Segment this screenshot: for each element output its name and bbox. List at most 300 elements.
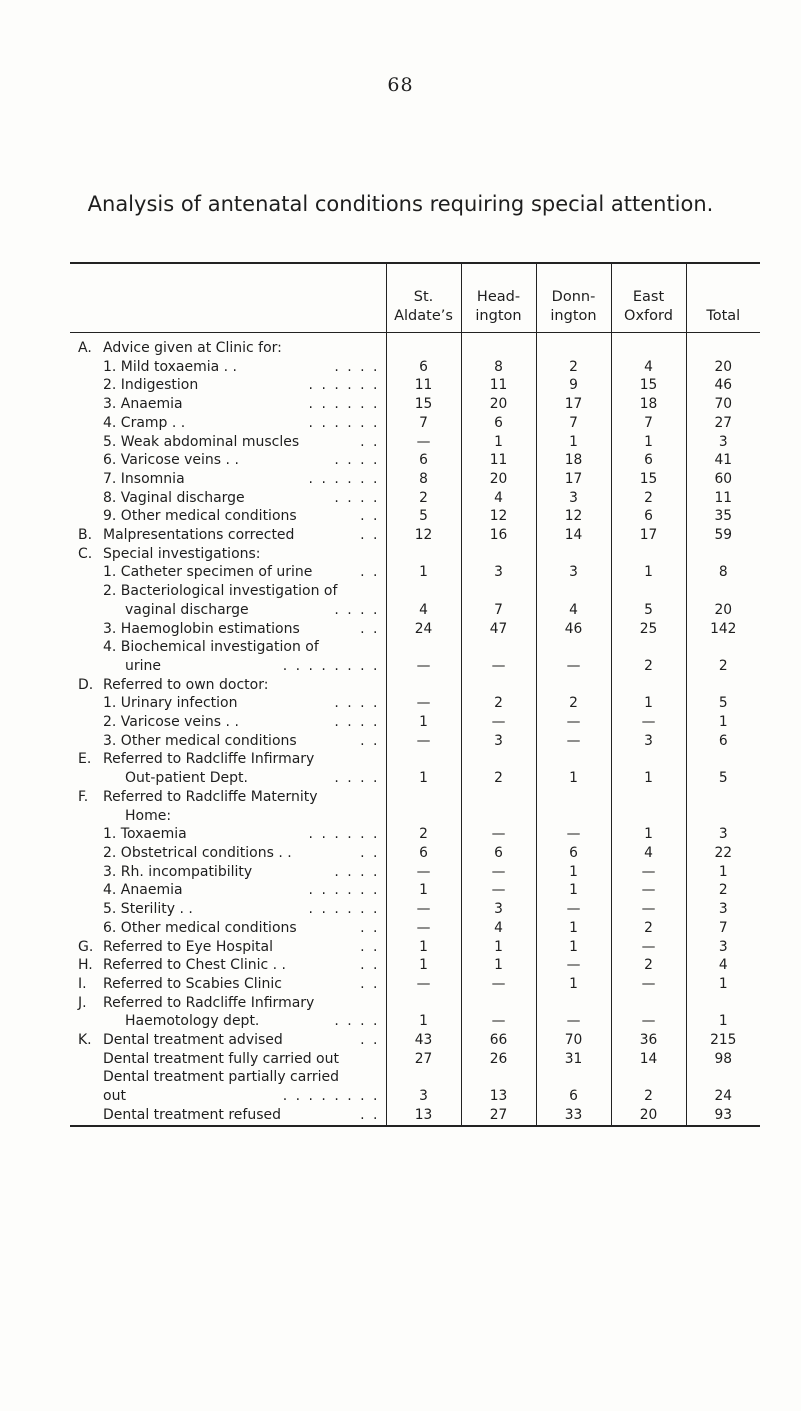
cell-east-oxford: 1 [611, 563, 686, 582]
cell-st-aldates: 1 [386, 938, 461, 957]
cell-donnington [536, 545, 611, 564]
cell-donnington: — [536, 956, 611, 975]
cell-donnington: 4 [536, 601, 611, 620]
cell-east-oxford: 2 [611, 956, 686, 975]
row-label [70, 470, 386, 489]
condition-text: 8. Vaginal discharge [103, 489, 245, 506]
cell-donnington: 1 [536, 769, 611, 788]
condition-text: Referred to Radcliffe Infirmary [103, 751, 315, 768]
leader-dots: . . [360, 938, 380, 955]
table-row [70, 844, 760, 863]
section-letter: B. [78, 527, 93, 544]
table-row [70, 638, 760, 657]
cell-headington [461, 582, 536, 601]
cell-donnington: 1 [536, 938, 611, 957]
cell-headington: 8 [461, 358, 536, 377]
cell-st-aldates: — [386, 900, 461, 919]
cell-headington: 2 [461, 769, 536, 788]
cell-st-aldates: — [386, 732, 461, 751]
row-label [70, 638, 386, 657]
cell-total: 3 [686, 938, 760, 957]
header-condition [70, 264, 386, 333]
cell-st-aldates: — [386, 657, 461, 676]
cell-total: 20 [686, 358, 760, 377]
leader-dots: . . . . [334, 770, 380, 787]
header-st-aldates: St. Aldate’s [386, 264, 461, 333]
condition-text: urine [125, 657, 162, 674]
leader-dots: . . . . . . [308, 901, 380, 918]
cell-headington: 20 [461, 395, 536, 414]
cell-st-aldates: 27 [386, 1050, 461, 1069]
cell-east-oxford: 15 [611, 470, 686, 489]
table-row [70, 470, 760, 489]
cell-east-oxford [611, 994, 686, 1013]
condition-text: out [103, 1088, 126, 1105]
section-letter: J. [78, 994, 87, 1011]
row-label [70, 333, 386, 358]
row-label [70, 545, 386, 564]
leader-dots: . . . . . . [308, 826, 380, 843]
cell-st-aldates: 11 [386, 376, 461, 395]
cell-total: 3 [686, 825, 760, 844]
cell-east-oxford [611, 750, 686, 769]
table-row [70, 526, 760, 545]
section-letter: E. [78, 751, 92, 768]
condition-text: Dental treatment refused [103, 1106, 282, 1123]
page-number: 68 [387, 74, 414, 96]
cell-headington: — [461, 881, 536, 900]
section-letter: H. [78, 957, 93, 974]
condition-text: 1. Catheter specimen of urine [103, 564, 313, 581]
row-label [70, 713, 386, 732]
cell-headington: 12 [461, 507, 536, 526]
leader-dots: . . . . . . [308, 377, 380, 394]
cell-donnington [536, 788, 611, 807]
condition-text: Advice given at Clinic for: [103, 340, 282, 356]
condition-text: Dental treatment partially carried [103, 1069, 339, 1086]
cell-st-aldates: — [386, 433, 461, 452]
leader-dots: . . . . [334, 601, 380, 618]
cell-total: 11 [686, 489, 760, 508]
table-row [70, 807, 760, 826]
condition-text: vaginal discharge [125, 601, 249, 618]
leader-dots: . . . . . . . . [282, 1088, 380, 1105]
row-label [70, 582, 386, 601]
condition-text: 1. Urinary infection [103, 695, 238, 712]
cell-donnington: — [536, 1012, 611, 1031]
condition-text: Dental treatment advised [103, 1032, 283, 1049]
cell-st-aldates: 3 [386, 1087, 461, 1106]
cell-st-aldates: — [386, 863, 461, 882]
table-row [70, 769, 760, 788]
leader-dots: . . . . [334, 863, 380, 880]
cell-total: 4 [686, 956, 760, 975]
cell-total: 22 [686, 844, 760, 863]
condition-text: 4. Cramp . . [103, 414, 186, 431]
table-row [70, 750, 760, 769]
leader-dots: . . [360, 1032, 380, 1049]
cell-headington: — [461, 975, 536, 994]
cell-donnington: 6 [536, 1087, 611, 1106]
condition-text: Home: [125, 807, 172, 824]
leader-dots: . . [360, 844, 380, 861]
cell-total [686, 333, 760, 358]
row-label [70, 732, 386, 751]
cell-headington: — [461, 713, 536, 732]
table-row [70, 601, 760, 620]
cell-total: 7 [686, 919, 760, 938]
table-row [70, 975, 760, 994]
condition-text: Dental treatment fully carried out [103, 1050, 339, 1067]
cell-headington: 11 [461, 451, 536, 470]
cell-st-aldates: 1 [386, 881, 461, 900]
row-label [70, 975, 386, 994]
condition-text: 4. Anaemia [103, 882, 183, 899]
antenatal-conditions-table-wrapper [70, 262, 760, 1127]
condition-text: 9. Other medical conditions [103, 508, 297, 525]
row-label [70, 526, 386, 545]
cell-east-oxford: 17 [611, 526, 686, 545]
cell-total: 1 [686, 975, 760, 994]
cell-headington: 3 [461, 900, 536, 919]
cell-donnington: 3 [536, 563, 611, 582]
table-row [70, 582, 760, 601]
condition-text: Referred to own doctor: [103, 676, 269, 693]
cell-east-oxford: 15 [611, 376, 686, 395]
leader-dots: . . [360, 957, 380, 974]
row-label [70, 376, 386, 395]
row-label [70, 938, 386, 957]
cell-east-oxford [611, 676, 686, 695]
leader-dots: . . [360, 433, 380, 450]
cell-east-oxford: 18 [611, 395, 686, 414]
condition-text: 7. Insomnia [103, 470, 185, 487]
table-body [70, 333, 760, 1125]
cell-headington: 6 [461, 844, 536, 863]
cell-east-oxford [611, 333, 686, 358]
cell-headington: 3 [461, 732, 536, 751]
condition-text: Referred to Radcliffe Maternity [103, 788, 318, 805]
condition-text: Referred to Chest Clinic . . [103, 957, 286, 974]
table-row [70, 732, 760, 751]
cell-total: 59 [686, 526, 760, 545]
cell-donnington: 6 [536, 844, 611, 863]
leader-dots: . . [360, 919, 380, 936]
cell-headington: — [461, 1012, 536, 1031]
cell-total: 41 [686, 451, 760, 470]
table-row [70, 433, 760, 452]
cell-total: 215 [686, 1031, 760, 1050]
leader-dots: . . . . [334, 714, 380, 731]
leader-dots: . . [360, 508, 380, 525]
cell-headington: — [461, 657, 536, 676]
cell-donnington: 2 [536, 358, 611, 377]
cell-total: 60 [686, 470, 760, 489]
table-row [70, 881, 760, 900]
cell-donnington [536, 582, 611, 601]
cell-donnington [536, 750, 611, 769]
cell-donnington: 1 [536, 433, 611, 452]
cell-total [686, 807, 760, 826]
condition-text: 2. Obstetrical conditions . . [103, 844, 292, 861]
cell-donnington: 70 [536, 1031, 611, 1050]
condition-text: Referred to Radcliffe Infirmary [103, 994, 315, 1011]
leader-dots: . . [360, 732, 380, 749]
cell-total: 1 [686, 1012, 760, 1031]
condition-text: 6. Other medical conditions [103, 919, 297, 936]
cell-total: 93 [686, 1106, 760, 1125]
cell-east-oxford: 7 [611, 414, 686, 433]
table-row [70, 1087, 760, 1106]
cell-east-oxford: 2 [611, 657, 686, 676]
header-total: Total [686, 264, 760, 333]
cell-headington [461, 676, 536, 695]
cell-total: 5 [686, 694, 760, 713]
cell-headington: 7 [461, 601, 536, 620]
antenatal-conditions-table [70, 264, 760, 1125]
row-label [70, 676, 386, 695]
cell-st-aldates [386, 807, 461, 826]
table-row [70, 333, 760, 358]
row-label [70, 1087, 386, 1106]
condition-text: Referred to Eye Hospital [103, 938, 273, 955]
row-label [70, 863, 386, 882]
row-label [70, 1050, 386, 1069]
cell-east-oxford: 4 [611, 358, 686, 377]
cell-donnington: 46 [536, 620, 611, 639]
condition-text: 6. Varicose veins . . [103, 452, 239, 469]
cell-total: 5 [686, 769, 760, 788]
cell-total: 6 [686, 732, 760, 751]
cell-st-aldates: 24 [386, 620, 461, 639]
cell-donnington: 2 [536, 694, 611, 713]
cell-st-aldates: 43 [386, 1031, 461, 1050]
table-row [70, 694, 760, 713]
cell-east-oxford: 36 [611, 1031, 686, 1050]
table-row [70, 900, 760, 919]
cell-st-aldates: — [386, 975, 461, 994]
condition-text: Special investigations: [103, 545, 261, 562]
cell-donnington: 1 [536, 863, 611, 882]
cell-headington: 1 [461, 433, 536, 452]
section-letter: D. [78, 676, 94, 693]
cell-st-aldates: 12 [386, 526, 461, 545]
table-row [70, 395, 760, 414]
leader-dots: . . . . [334, 695, 380, 712]
cell-total [686, 1068, 760, 1087]
cell-headington: 13 [461, 1087, 536, 1106]
cell-total [686, 994, 760, 1013]
cell-east-oxford: — [611, 1012, 686, 1031]
section-letter: A. [78, 340, 92, 356]
cell-donnington: 1 [536, 881, 611, 900]
leader-dots: . . . . . . [308, 470, 380, 487]
cell-st-aldates: — [386, 694, 461, 713]
cell-st-aldates: 6 [386, 844, 461, 863]
cell-st-aldates [386, 638, 461, 657]
cell-headington: 27 [461, 1106, 536, 1125]
cell-donnington: — [536, 825, 611, 844]
cell-donnington: 33 [536, 1106, 611, 1125]
condition-text: 5. Weak abdominal muscles [103, 433, 300, 450]
cell-east-oxford: — [611, 938, 686, 957]
header-donnington: Donn- ington [536, 264, 611, 333]
row-label [70, 601, 386, 620]
table-row [70, 545, 760, 564]
cell-st-aldates: 6 [386, 358, 461, 377]
row-label [70, 451, 386, 470]
cell-east-oxford: — [611, 863, 686, 882]
row-label [70, 900, 386, 919]
cell-donnington: — [536, 900, 611, 919]
cell-total: 46 [686, 376, 760, 395]
cell-st-aldates: 7 [386, 414, 461, 433]
condition-text: 1. Mild toxaemia . . [103, 358, 238, 375]
cell-total [686, 788, 760, 807]
table-row [70, 563, 760, 582]
cell-headington [461, 750, 536, 769]
cell-east-oxford: — [611, 713, 686, 732]
cell-headington: 4 [461, 919, 536, 938]
cell-east-oxford: 2 [611, 1087, 686, 1106]
cell-st-aldates: 1 [386, 769, 461, 788]
cell-st-aldates [386, 582, 461, 601]
cell-donnington [536, 638, 611, 657]
table-row [70, 1012, 760, 1031]
cell-total: 3 [686, 433, 760, 452]
cell-st-aldates: 2 [386, 489, 461, 508]
table-row [70, 358, 760, 377]
row-label [70, 395, 386, 414]
row-label [70, 657, 386, 676]
leader-dots: . . [360, 975, 380, 992]
row-label [70, 694, 386, 713]
cell-st-aldates: 4 [386, 601, 461, 620]
cell-headington: 66 [461, 1031, 536, 1050]
cell-donnington: 1 [536, 919, 611, 938]
table-row [70, 414, 760, 433]
cell-east-oxford: — [611, 975, 686, 994]
cell-st-aldates [386, 676, 461, 695]
row-label [70, 1068, 386, 1087]
table-row [70, 451, 760, 470]
leader-dots: . . . . . . [308, 882, 380, 899]
table-row [70, 507, 760, 526]
cell-st-aldates: — [386, 919, 461, 938]
cell-east-oxford [611, 545, 686, 564]
condition-text: 3. Rh. incompatibility [103, 863, 253, 880]
row-label [70, 507, 386, 526]
cell-st-aldates [386, 750, 461, 769]
table-row [70, 489, 760, 508]
row-label [70, 769, 386, 788]
cell-donnington: 18 [536, 451, 611, 470]
condition-text: 3. Haemoglobin estimations [103, 620, 300, 637]
cell-headington [461, 788, 536, 807]
table-row [70, 1106, 760, 1125]
row-label [70, 1106, 386, 1125]
cell-headington: 1 [461, 938, 536, 957]
cell-total: 35 [686, 507, 760, 526]
table-row [70, 956, 760, 975]
row-label [70, 956, 386, 975]
cell-st-aldates [386, 788, 461, 807]
cell-east-oxford: 6 [611, 507, 686, 526]
leader-dots: . . . . [334, 1013, 380, 1030]
table-row [70, 919, 760, 938]
condition-text: Out-patient Dept. [125, 770, 248, 787]
cell-headington: 1 [461, 956, 536, 975]
row-label [70, 358, 386, 377]
cell-headington: 11 [461, 376, 536, 395]
cell-total [686, 545, 760, 564]
row-label [70, 750, 386, 769]
header-east-oxford: East Oxford [611, 264, 686, 333]
cell-east-oxford: 6 [611, 451, 686, 470]
table-row [70, 1068, 760, 1087]
table-row [70, 713, 760, 732]
cell-st-aldates: 1 [386, 1012, 461, 1031]
condition-text: 3. Other medical conditions [103, 732, 297, 749]
cell-east-oxford [611, 1068, 686, 1087]
table-row [70, 657, 760, 676]
cell-total [686, 750, 760, 769]
cell-donnington [536, 333, 611, 358]
row-label [70, 788, 386, 807]
condition-text: 3. Anaemia [103, 396, 183, 413]
table-row [70, 994, 760, 1013]
cell-east-oxford: 1 [611, 433, 686, 452]
row-label [70, 563, 386, 582]
row-label [70, 844, 386, 863]
cell-total [686, 582, 760, 601]
cell-donnington [536, 676, 611, 695]
cell-headington: — [461, 825, 536, 844]
leader-dots: . . . . . . [308, 414, 380, 431]
cell-donnington: — [536, 713, 611, 732]
cell-east-oxford: 20 [611, 1106, 686, 1125]
cell-donnington [536, 1068, 611, 1087]
condition-text: 2. Indigestion [103, 377, 199, 394]
condition-text: 1. Toxaemia [103, 826, 187, 843]
row-label [70, 919, 386, 938]
section-letter: G. [78, 938, 94, 955]
cell-east-oxford: 3 [611, 732, 686, 751]
cell-headington: — [461, 863, 536, 882]
row-label [70, 881, 386, 900]
cell-total: 8 [686, 563, 760, 582]
cell-total: 3 [686, 900, 760, 919]
cell-headington: 16 [461, 526, 536, 545]
cell-headington [461, 807, 536, 826]
cell-st-aldates: 8 [386, 470, 461, 489]
cell-total: 24 [686, 1087, 760, 1106]
cell-st-aldates: 1 [386, 713, 461, 732]
cell-headington: 3 [461, 563, 536, 582]
cell-east-oxford: 2 [611, 489, 686, 508]
table-row [70, 676, 760, 695]
cell-total: 98 [686, 1050, 760, 1069]
leader-dots: . . . . [334, 452, 380, 469]
condition-text: 5. Sterility . . [103, 901, 193, 918]
cell-donnington: 9 [536, 376, 611, 395]
leader-dots: . . [360, 1106, 380, 1123]
cell-total: 20 [686, 601, 760, 620]
row-label [70, 433, 386, 452]
table-header-row [70, 264, 760, 333]
condition-text: Referred to Scabies Clinic [103, 975, 282, 992]
cell-donnington [536, 994, 611, 1013]
